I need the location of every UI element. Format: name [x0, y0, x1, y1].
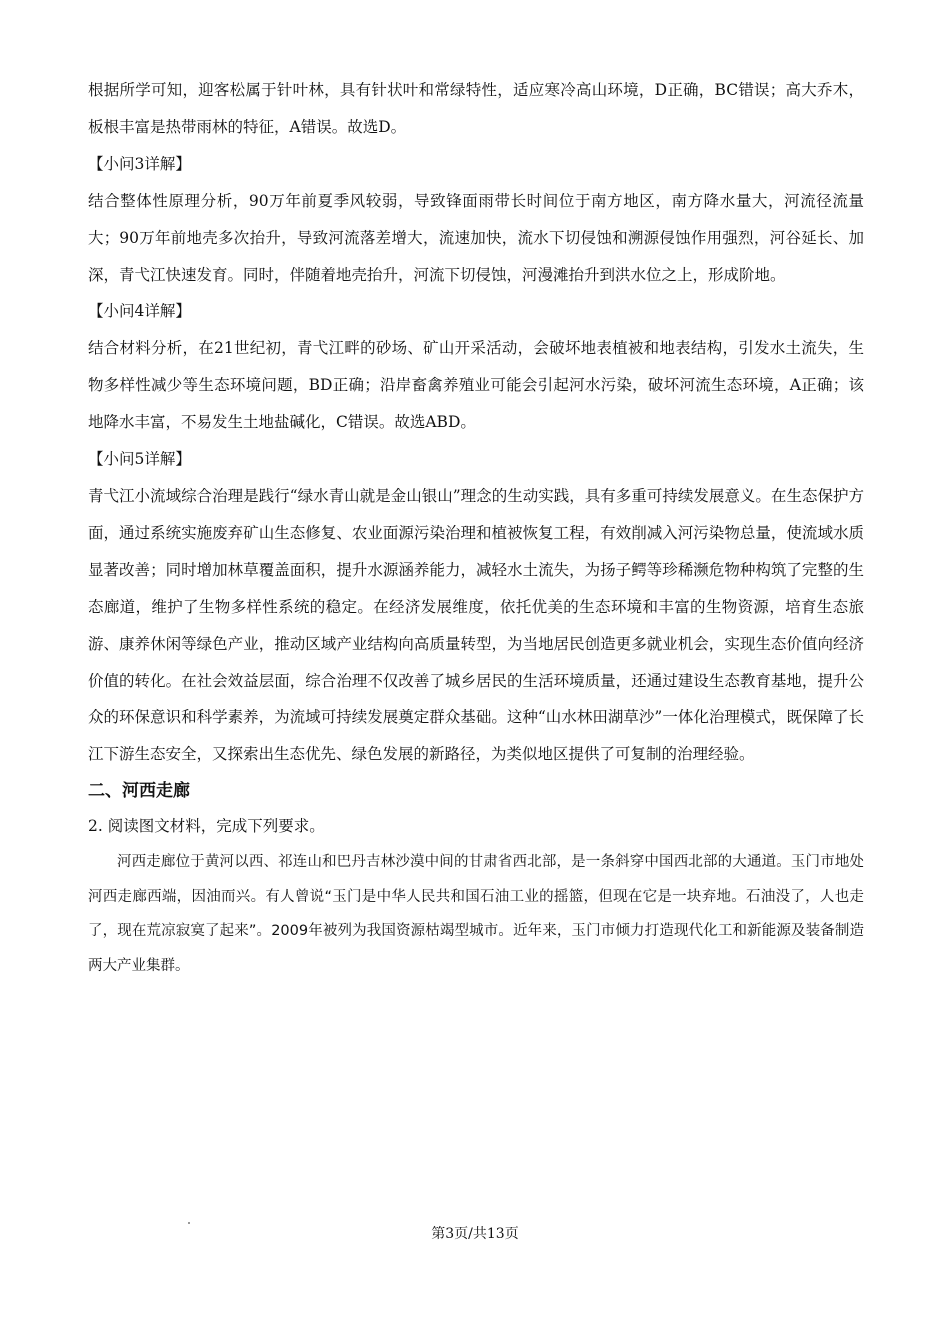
answer-continuation: 根据所学可知，迎客松属于针叶林，具有针状叶和常绿特性，适应寒冷高山环境，D正确，BC错误；高大乔木，板根丰富是热带雨林的特征，A错误。故选D。 [88, 81, 864, 136]
reading-material: 河西走廊位于黄河以西、祁连山和巴丹吉林沙漠中间的甘肃省西北部，是一条斜穿中国西北部的大通道。玉门市地处河西走廊西端，因油而兴。有人曾说“玉门是中华人民共和国石油工业的摇篮，但现在它是一块弃地。石油没了，人也走了，现在荒凉寂寞了起来”。2009年被列为我国资源枯竭型城市。近年来，玉门市倾力打造现代化工和新能源及装备制造两大产业集群。 [88, 854, 864, 974]
q4-heading: 【小问4详解】 [88, 302, 191, 321]
q5-explanation: 青弋江小流域综合治理是践行“绿水青山就是金山银山”理念的生动实践，具有多重可持续发展意义。在生态保护方面，通过系统实施废弃矿山生态修复、农业面源污染治理和植被恢复工程，有效削减入河污染物总量，使流域水质显著改善；同时增加林草覆盖面积，提升水源涵养能力，减轻水土流失，为扬子鳄等珍稀濒危物种构筑了完整的生态廊道，维护了生物多样性系统的稳定。在经济发展维度，依托优美的生态环境和丰富的生物资源，培育生态旅游、康养休闲等绿色产业，推动区域产业结构向高质量转型，为当地居民创造更多就业机会，实现生态价值向经济价值的转化。在社会效益层面，综合治理不仅改善了城乡居民的生活环境质量，还通过建设生态教育基地，提升公众的环保意识和科学素养，为流域可持续发展奠定群众基础。这种“山水林田湖草沙”一体化治理模式，既保障了长江下游生态安全，又探索出生态优先、绿色发展的新路径，为类似地区提供了可复制的治理经验。 [88, 486, 864, 764]
q4-explanation: 结合材料分析，在21世纪初，青弋江畔的砂场、矿山开采活动，会破坏地表植被和地表结构，引发水土流失，生物多样性减少等生态环境问题，BD正确；沿岸畜禽养殖业可能会引起河水污染，破坏河流生态环境，A正确；该地降水丰富，不易发生土地盐碱化，C错误。故选ABD。 [88, 339, 864, 432]
page-number: 第3页/共13页 [431, 1226, 519, 1242]
section-heading: 二、河西走廊 [88, 781, 190, 802]
document-page [88, 72, 864, 983]
q3-explanation: 结合整体性原理分析，90万年前夏季风较弱，导致锋面雨带长时间位于南方地区，南方降水量大，河流径流量大；90万年前地壳多次抬升，导致河流落差增大，流速加快，流水下切侵蚀和溯源侵蚀作用强烈，河谷延长、加深，青弋江快速发育。同时，伴随着地壳抬升，河流下切侵蚀，河漫滩抬升到洪水位之上，形成阶地。 [88, 191, 864, 284]
question-prompt: 2. 阅读图文材料，完成下列要求。 [88, 817, 325, 836]
q5-heading: 【小问5详解】 [88, 450, 191, 469]
q3-heading: 【小问3详解】 [88, 154, 191, 173]
